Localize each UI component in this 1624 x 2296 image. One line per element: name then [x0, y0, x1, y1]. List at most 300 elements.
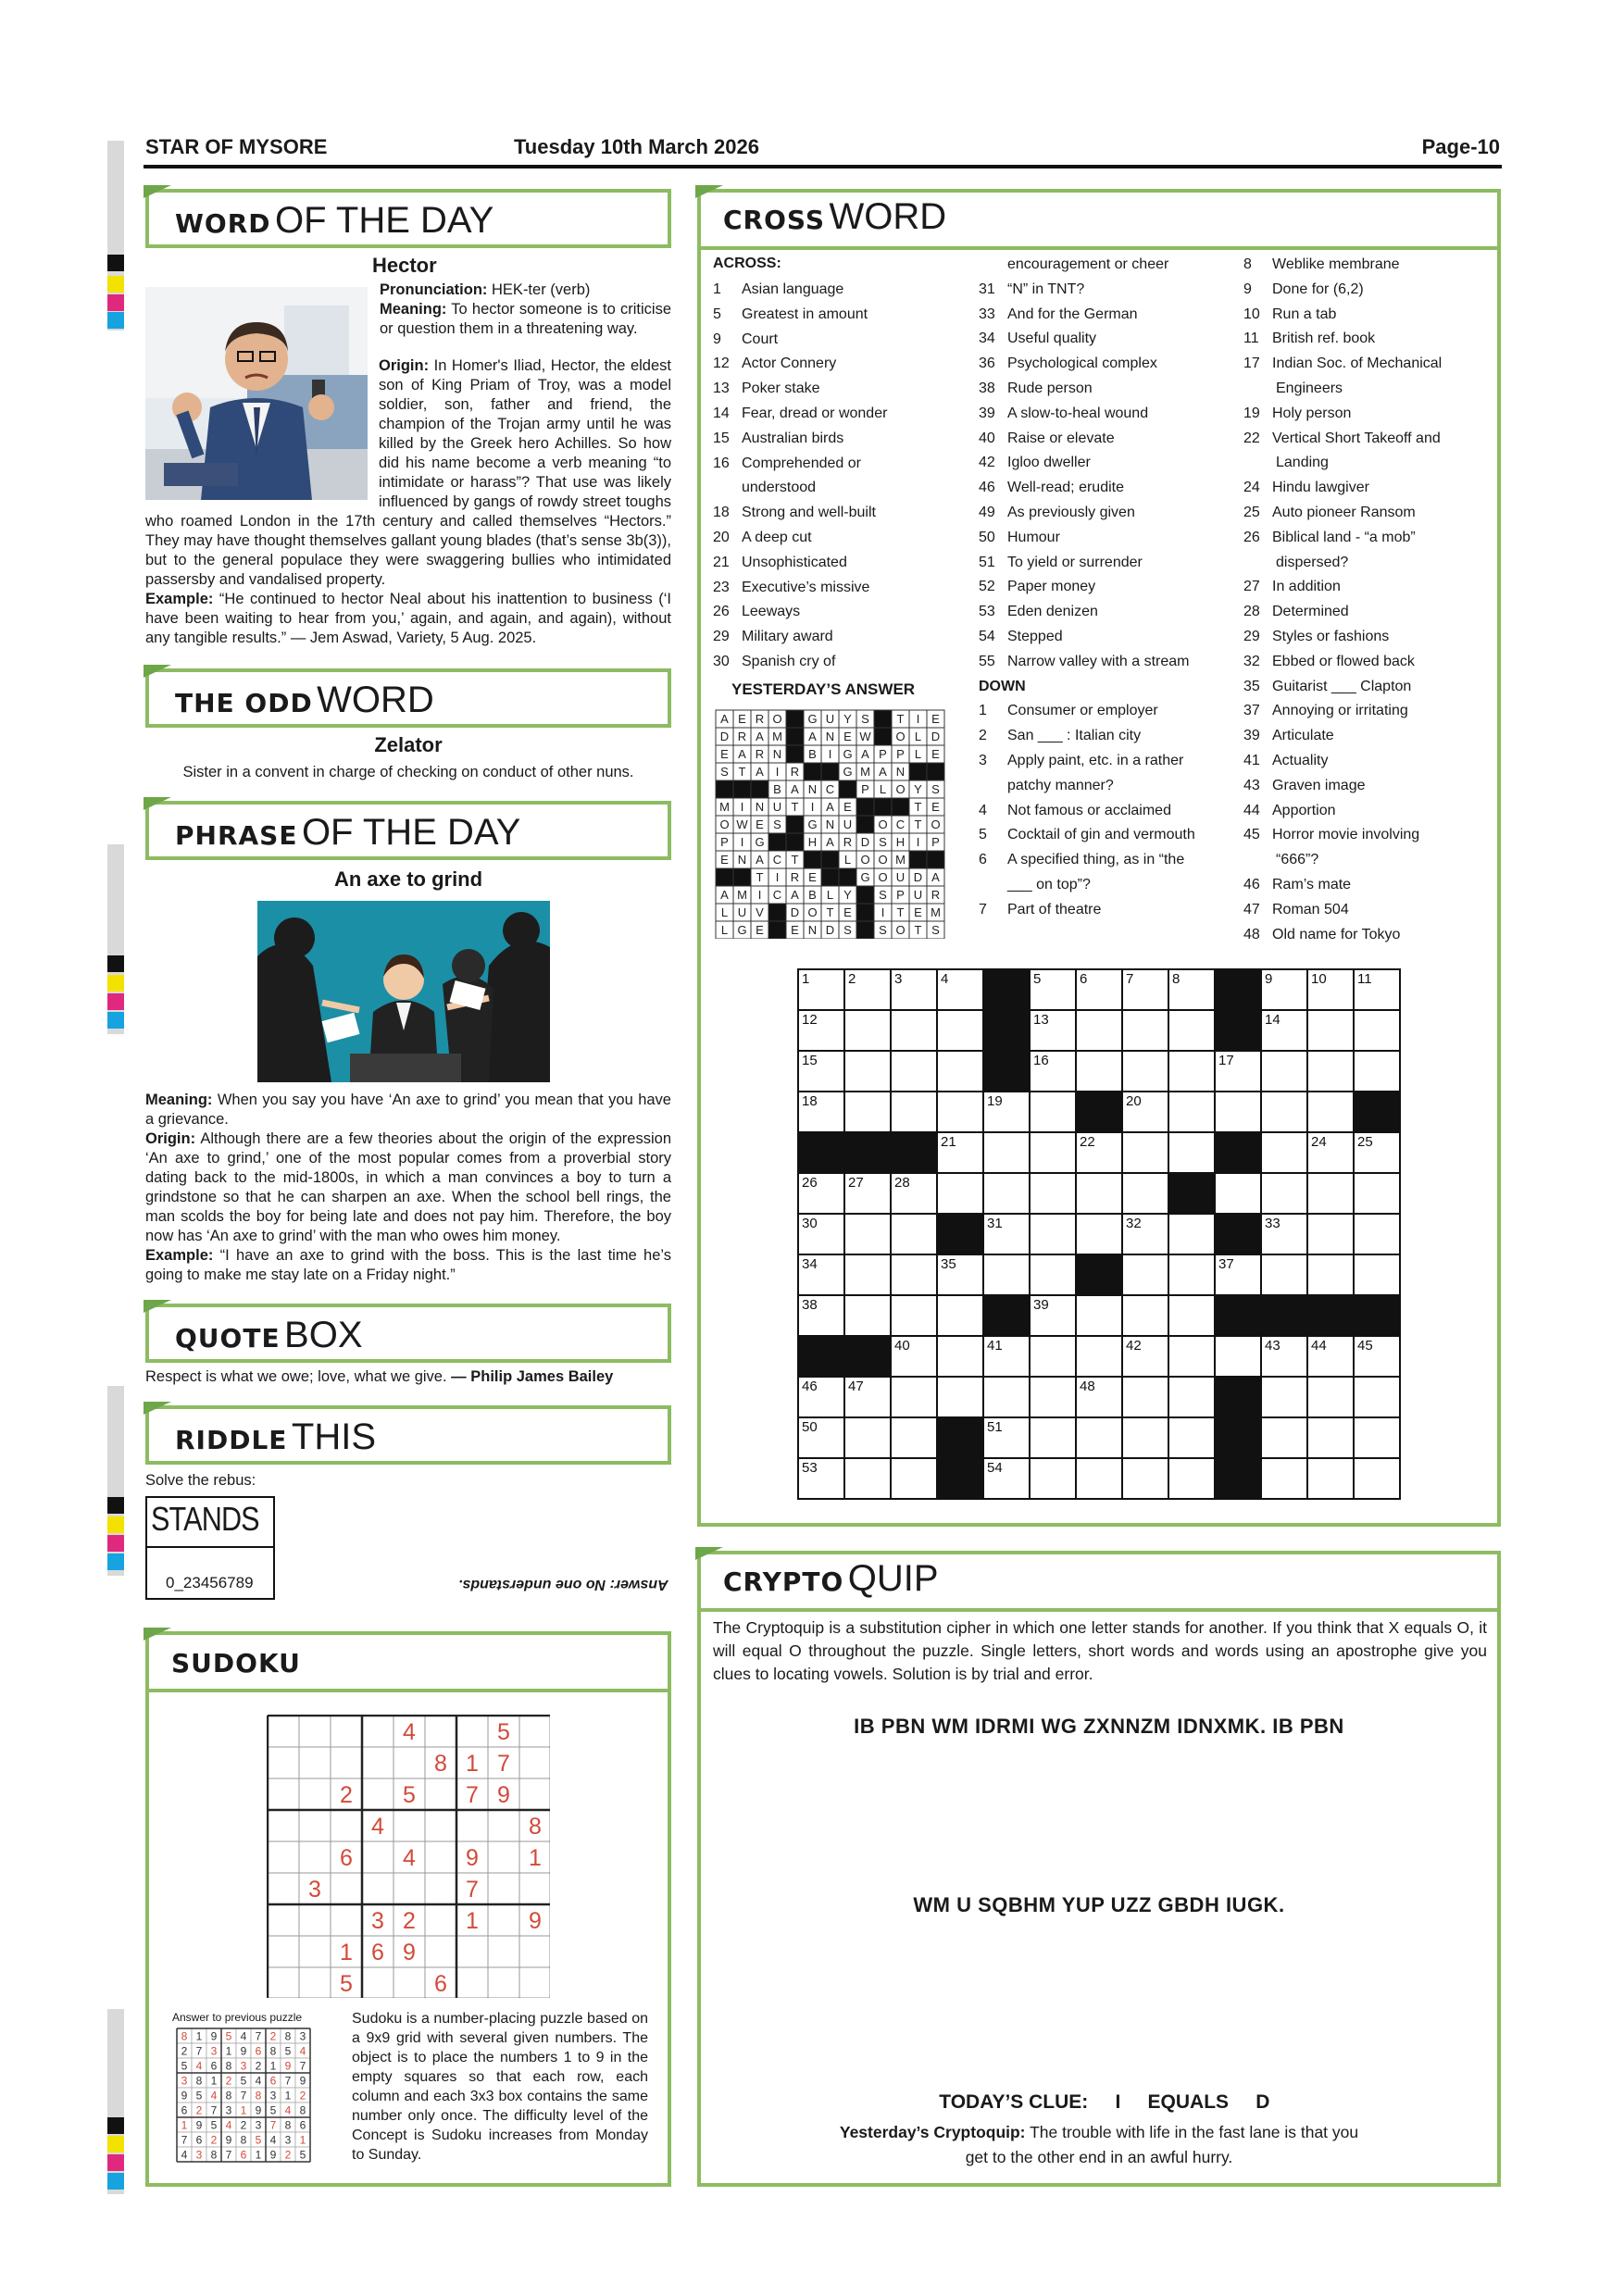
crossword-cell[interactable]	[891, 1051, 937, 1092]
crossword-cell-number: 32	[1126, 1216, 1142, 1231]
clue-text: Consumer or employer	[1007, 703, 1158, 719]
crossword-cell[interactable]	[1215, 1336, 1261, 1377]
answer-letter: Y	[914, 782, 922, 796]
clue-text: San ___ : Italian city	[1007, 728, 1142, 744]
crossword-cell[interactable]	[937, 1092, 983, 1132]
crossword-cell[interactable]	[844, 1092, 891, 1132]
crossword-cell-number: 26	[802, 1175, 818, 1191]
sudoku-cell[interactable]	[299, 1716, 331, 1747]
across-clue	[979, 575, 1195, 600]
answer-black-cell	[839, 780, 856, 798]
clue-number: 39	[979, 405, 995, 421]
across-clue	[713, 650, 887, 675]
phrase-origin: Although there are a few theories about the origin of the expression ‘An axe to grind,’ one of the most popular comes from a proverbial story dating back to the mid-1800s, in which a man convinces a boy to turn a grindstone so that he can sharpen an axe. When the school bell rings, the man scolds the boy for being late and does not pay him. Therefore, the boy now has ‘An axe to grind’ with the man who owes him money.	[145, 1130, 671, 1244]
sudoku-cell[interactable]	[456, 1810, 488, 1841]
across-clue	[713, 402, 887, 427]
sudoku-cell[interactable]	[425, 1810, 456, 1841]
sudoku-cell[interactable]	[519, 1716, 550, 1747]
sudoku-cell[interactable]	[331, 1747, 362, 1778]
sudoku-cell[interactable]	[488, 1904, 519, 1936]
answer-black-cell	[821, 868, 839, 886]
crossword-cell[interactable]	[1307, 1458, 1354, 1499]
crossword-cell[interactable]	[1354, 1010, 1400, 1051]
prev-sudoku-digit: 5	[269, 2103, 277, 2117]
crossword-cell[interactable]	[891, 1295, 937, 1336]
crossword-cell[interactable]	[1030, 1377, 1076, 1417]
answer-black-cell	[768, 904, 786, 921]
prev-sudoku-digit: 4	[299, 2044, 306, 2058]
answer-letter: M	[719, 800, 730, 814]
crossword-cell[interactable]	[1168, 1214, 1215, 1254]
crossword-cell[interactable]	[1168, 1377, 1215, 1417]
sudoku-cell[interactable]	[362, 1967, 394, 1998]
answer-letter: T	[914, 923, 922, 937]
prev-sudoku-digit: 8	[240, 2133, 247, 2147]
answer-letter: D	[913, 870, 923, 884]
clue-number: 49	[979, 504, 995, 520]
answer-letter: U	[895, 870, 906, 884]
sudoku-cell[interactable]	[488, 1810, 519, 1841]
sudoku-given-digit: 6	[340, 1845, 353, 1871]
clue-text: Done for (6,2)	[1272, 281, 1364, 297]
crossword-cell[interactable]	[1354, 1214, 1400, 1254]
answer-letter: L	[720, 905, 729, 919]
answer-letter: T	[791, 853, 799, 867]
sudoku-cell[interactable]	[299, 1967, 331, 1998]
sudoku-cell[interactable]	[519, 1778, 550, 1810]
sudoku-cell[interactable]	[268, 1841, 299, 1873]
clue-number: 1	[979, 703, 987, 719]
answer-letter: R	[790, 870, 800, 884]
sudoku-cell[interactable]	[394, 1873, 425, 1904]
crossword-cell[interactable]	[891, 1010, 937, 1051]
sudoku-cell[interactable]	[268, 1967, 299, 1998]
answer-letter: E	[843, 800, 852, 814]
crossword-cell[interactable]	[891, 1254, 937, 1295]
answer-letter: L	[879, 782, 887, 796]
crossword-black-cell	[937, 1417, 983, 1458]
answer-letter: T	[896, 905, 905, 919]
answer-letter: P	[931, 835, 940, 849]
crossword-cell[interactable]	[1354, 1254, 1400, 1295]
answer-letter: G	[807, 712, 818, 726]
crossword-cell[interactable]	[937, 1010, 983, 1051]
sudoku-cell[interactable]	[331, 1716, 362, 1747]
prev-sudoku-digit: 5	[299, 2148, 306, 2162]
crossword-cell-number: 42	[1126, 1338, 1142, 1354]
crossword-cell[interactable]	[1030, 1132, 1076, 1173]
across-clue	[713, 501, 887, 526]
sudoku-cell[interactable]	[488, 1967, 519, 1998]
crossword-cell[interactable]	[844, 1010, 891, 1051]
crossword-cell[interactable]	[1122, 1051, 1168, 1092]
crossword-cell[interactable]	[1307, 1173, 1354, 1214]
crossword-cell[interactable]	[1307, 1254, 1354, 1295]
answer-letter: R	[790, 765, 800, 779]
answer-letter: I	[775, 870, 780, 884]
crossword-cell[interactable]	[1261, 1417, 1307, 1458]
clue-text: Ram’s mate	[1272, 876, 1352, 892]
sudoku-cell[interactable]	[425, 1936, 456, 1967]
prev-sudoku-digit: 3	[181, 2074, 188, 2088]
crossword-cell[interactable]	[1215, 1173, 1261, 1214]
crossword-cell[interactable]	[1168, 1336, 1215, 1377]
sudoku-cell[interactable]	[268, 1873, 299, 1904]
crossword-cell[interactable]	[1030, 1214, 1076, 1254]
clue-number: 48	[1243, 926, 1260, 942]
yesterday-cryptoquip-label: Yesterday’s Cryptoquip:	[839, 2123, 1026, 2141]
sudoku-cell[interactable]	[268, 1904, 299, 1936]
crossword-cell[interactable]	[844, 1051, 891, 1092]
answer-letter: A	[720, 888, 729, 902]
crossword-cell[interactable]	[1030, 1458, 1076, 1499]
crossword-cell-number: 7	[1126, 971, 1134, 987]
clue-text: Biblical land - “a mob”	[1272, 529, 1416, 545]
prev-sudoku-digit: 6	[181, 2103, 188, 2117]
sudoku-cell[interactable]	[425, 1841, 456, 1873]
sudoku-cell[interactable]	[331, 1873, 362, 1904]
crossword-cell[interactable]	[1076, 1417, 1122, 1458]
crossword-cell[interactable]	[1354, 1051, 1400, 1092]
crossword-cell[interactable]	[1307, 1051, 1354, 1092]
crossword-cell[interactable]	[1168, 1295, 1215, 1336]
crossword-cell[interactable]	[891, 1214, 937, 1254]
crossword-black-cell	[1307, 1295, 1354, 1336]
rebus-box	[145, 1496, 275, 1600]
sudoku-cell[interactable]	[425, 1716, 456, 1747]
clue-number: 12	[713, 356, 730, 372]
crossword-cell[interactable]	[1215, 1092, 1261, 1132]
clue-number: 7	[979, 901, 987, 917]
crossword-cell[interactable]	[1168, 1254, 1215, 1295]
sudoku-given-digit: 5	[340, 1971, 353, 1997]
clue-number: 33	[979, 306, 995, 322]
crossword-cell[interactable]	[1261, 1051, 1307, 1092]
clue-text: British ref. book	[1272, 331, 1376, 347]
sudoku-given-digit: 2	[403, 1908, 416, 1934]
answer-letter: P	[896, 747, 905, 761]
crossword-cell[interactable]	[937, 1051, 983, 1092]
sudoku-cell[interactable]	[268, 1936, 299, 1967]
crossword-cell[interactable]	[1030, 1173, 1076, 1214]
crossword-cell[interactable]	[1261, 1377, 1307, 1417]
answer-letter: B	[773, 782, 781, 796]
sudoku-cell[interactable]	[331, 1904, 362, 1936]
crossword-cell[interactable]	[1122, 1132, 1168, 1173]
answer-black-cell	[786, 728, 804, 745]
quote-text: Respect is what we owe; love, what we give.	[145, 1368, 447, 1385]
sudoku-cell[interactable]	[268, 1778, 299, 1810]
crossword-cell[interactable]	[937, 1336, 983, 1377]
answer-letter: E	[931, 747, 940, 761]
crossword-cell[interactable]	[937, 1377, 983, 1417]
crossword-cell[interactable]	[1168, 1010, 1215, 1051]
sudoku-cell[interactable]	[299, 1841, 331, 1873]
sudoku-cell[interactable]	[299, 1810, 331, 1841]
down-clues-col3	[1243, 253, 1442, 947]
prev-sudoku-digit: 8	[284, 2118, 292, 2132]
crossword-cell[interactable]	[844, 1295, 891, 1336]
answer-letter: B	[808, 888, 817, 902]
crossword-cell[interactable]	[1122, 1010, 1168, 1051]
sudoku-cell[interactable]	[394, 1810, 425, 1841]
sudoku-cell[interactable]	[519, 1747, 550, 1778]
clue-number: 26	[713, 604, 730, 620]
crossword-black-cell	[983, 1010, 1030, 1051]
sudoku-cell[interactable]	[456, 1936, 488, 1967]
crossword-cell[interactable]	[1261, 1092, 1307, 1132]
prev-sudoku-digit: 8	[225, 2059, 232, 2073]
crossword-cell[interactable]	[844, 1417, 891, 1458]
answer-letter: A	[879, 765, 887, 779]
crossword-cell[interactable]	[1354, 1417, 1400, 1458]
crossword-cell[interactable]	[1261, 1132, 1307, 1173]
crossword-cell[interactable]	[1307, 1377, 1354, 1417]
clue-number: 10	[1243, 306, 1260, 322]
clue-number: 28	[1243, 604, 1260, 620]
crossword-cell[interactable]	[1307, 1010, 1354, 1051]
crossword-cell-number: 53	[802, 1460, 818, 1476]
down-clue	[1243, 823, 1442, 848]
clue-number: 36	[979, 356, 995, 372]
clue-number: 5	[713, 306, 721, 322]
sudoku-cell[interactable]	[268, 1810, 299, 1841]
across-clue	[979, 427, 1195, 452]
sudoku-cell[interactable]	[268, 1716, 299, 1747]
across-clue	[979, 278, 1195, 303]
down-clue	[979, 799, 1195, 824]
crossword-cell[interactable]	[1261, 1254, 1307, 1295]
prev-sudoku-digit: 7	[299, 2059, 306, 2073]
crossword-cell[interactable]	[891, 1092, 937, 1132]
answer-letter: Y	[843, 712, 852, 726]
answer-letter: U	[772, 800, 782, 814]
crossword-cell[interactable]	[1122, 1417, 1168, 1458]
clue-text: Actor Connery	[742, 356, 837, 372]
sudoku-cell[interactable]	[519, 1873, 550, 1904]
crossword-cell[interactable]	[891, 1458, 937, 1499]
crossword-cell[interactable]	[1030, 1336, 1076, 1377]
prev-sudoku-digit: 1	[225, 2044, 232, 2058]
answer-letter: G	[755, 835, 765, 849]
sudoku-cell[interactable]	[299, 1778, 331, 1810]
answer-black-cell	[821, 851, 839, 868]
sudoku-cell[interactable]	[394, 1747, 425, 1778]
crossword-cell[interactable]	[1122, 1254, 1168, 1295]
clue-number	[1243, 551, 1272, 576]
answer-letter: A	[756, 765, 764, 779]
sudoku-cell[interactable]	[362, 1841, 394, 1873]
clue-text: understood	[742, 480, 817, 496]
answer-letter: T	[826, 905, 834, 919]
crossword-cell[interactable]	[1122, 1377, 1168, 1417]
clue-number: 55	[979, 653, 995, 669]
sudoku-cell[interactable]	[268, 1747, 299, 1778]
answer-letter: O	[719, 817, 730, 831]
crossword-cell[interactable]	[1076, 1295, 1122, 1336]
sudoku-cell[interactable]	[362, 1778, 394, 1810]
crossword-cell[interactable]	[983, 1132, 1030, 1173]
crossword-cell[interactable]	[937, 1173, 983, 1214]
sudoku-cell[interactable]	[362, 1747, 394, 1778]
crossword-cell[interactable]	[1307, 1092, 1354, 1132]
clue-text: Ebbed or flowed back	[1272, 653, 1415, 669]
cryptoquip-title-small: CRYPTO	[723, 1566, 844, 1597]
crossword-cell[interactable]	[1261, 1458, 1307, 1499]
clue-number: 1	[713, 281, 721, 297]
sudoku-cell[interactable]	[299, 1936, 331, 1967]
answer-letter: N	[807, 923, 818, 937]
sudoku-cell[interactable]	[488, 1873, 519, 1904]
clue-number: 29	[713, 629, 730, 645]
origin-label: Origin:	[379, 357, 430, 374]
prev-sudoku-digit: 5	[255, 2133, 262, 2147]
answer-letter: A	[720, 712, 729, 726]
crossword-cell[interactable]	[891, 1417, 937, 1458]
crossword-cell[interactable]	[1030, 1254, 1076, 1295]
prev-sudoku-digit: 6	[269, 2074, 277, 2088]
crossword-cell[interactable]	[1122, 1458, 1168, 1499]
crossword-cell[interactable]	[1168, 1132, 1215, 1173]
answer-black-cell	[716, 868, 733, 886]
clue-text: Igloo dweller	[1007, 455, 1091, 471]
crossword-cell[interactable]	[1030, 1417, 1076, 1458]
sudoku-cell[interactable]	[362, 1716, 394, 1747]
clue-text: Indian Soc. of Mechanical	[1272, 356, 1443, 372]
clue-number	[1243, 451, 1272, 476]
crossword-cell[interactable]	[1030, 1092, 1076, 1132]
clue-number: 34	[979, 331, 995, 347]
previous-sudoku-answer	[176, 2028, 315, 2166]
answer-letter: C	[825, 782, 835, 796]
sudoku-cell[interactable]	[456, 1716, 488, 1747]
clue-text: Greatest in amount	[742, 306, 868, 322]
down-clue	[1243, 327, 1442, 352]
crossword-cell[interactable]	[844, 1214, 891, 1254]
sudoku-cell[interactable]	[519, 1967, 550, 1998]
sudoku-cell[interactable]	[425, 1873, 456, 1904]
crossword-cell[interactable]	[1307, 1417, 1354, 1458]
answer-letter: L	[914, 730, 922, 743]
crossword-cell[interactable]	[1122, 1173, 1168, 1214]
prev-sudoku-digit: 5	[225, 2029, 232, 2043]
answer-letter: O	[860, 853, 870, 867]
crossword-cell[interactable]	[983, 1254, 1030, 1295]
crossword-title-large: WORD	[829, 196, 947, 237]
answer-letter: N	[895, 765, 906, 779]
clue-text: Landing	[1276, 455, 1329, 471]
clue-text: As previously given	[1007, 504, 1135, 520]
crossword-cell-number: 30	[802, 1216, 818, 1231]
sudoku-cell[interactable]	[299, 1747, 331, 1778]
crossword-cell[interactable]	[1168, 1417, 1215, 1458]
crossword-cell[interactable]	[1354, 1173, 1400, 1214]
clue-text: Engineers	[1276, 380, 1343, 396]
across-clue	[713, 452, 887, 477]
sudoku-cell[interactable]	[394, 1967, 425, 1998]
down-clue	[1243, 551, 1442, 576]
crossword-black-cell	[1215, 1010, 1261, 1051]
crossword-cell[interactable]	[1076, 1336, 1122, 1377]
down-clue	[1243, 451, 1442, 476]
crossword-cell-number: 10	[1311, 971, 1327, 987]
crossword-cell[interactable]	[844, 1254, 891, 1295]
answer-letter: G	[843, 765, 853, 779]
crossword-cell[interactable]	[1122, 1295, 1168, 1336]
sudoku-cell[interactable]	[519, 1936, 550, 1967]
prev-sudoku-digit: 3	[195, 2148, 203, 2162]
crossword-cell-number: 1	[802, 971, 810, 987]
crossword-cell[interactable]	[844, 1458, 891, 1499]
clue-number: 3	[979, 752, 987, 768]
crossword-cell[interactable]	[937, 1295, 983, 1336]
crossword-cell[interactable]	[1076, 1173, 1122, 1214]
crossword-cell[interactable]	[891, 1377, 937, 1417]
crossword-cell-number: 27	[848, 1175, 864, 1191]
word-of-day-definition-top	[380, 281, 671, 339]
sudoku-cell[interactable]	[425, 1778, 456, 1810]
sudoku-given-digit: 9	[466, 1845, 479, 1871]
crossword-cell[interactable]	[1076, 1010, 1122, 1051]
down-clue	[1243, 278, 1442, 303]
crossword-cell[interactable]	[1168, 1092, 1215, 1132]
crossword-cell[interactable]	[1076, 1214, 1122, 1254]
crossword-cell[interactable]	[1076, 1051, 1122, 1092]
crossword-cell[interactable]	[983, 1173, 1030, 1214]
across-clues-col1	[713, 278, 887, 675]
down-clue	[1243, 848, 1442, 873]
answer-black-cell	[804, 763, 821, 780]
sudoku-cell[interactable]	[331, 1810, 362, 1841]
crossword-cell[interactable]	[1076, 1458, 1122, 1499]
clue-text: Roman 504	[1272, 901, 1349, 917]
across-clue	[979, 402, 1195, 427]
clue-number: 46	[979, 480, 995, 496]
crossword-cell[interactable]	[983, 1377, 1030, 1417]
crossword-cell-number: 13	[1033, 1012, 1049, 1028]
crossword-black-cell	[983, 1295, 1030, 1336]
answer-black-cell	[856, 921, 874, 939]
sudoku-given-digit: 2	[340, 1782, 353, 1808]
crossword-cell[interactable]	[1168, 1051, 1215, 1092]
clue-text: In addition	[1272, 579, 1341, 595]
sudoku-given-digit: 8	[434, 1751, 447, 1777]
answer-letter: S	[843, 923, 852, 937]
clue-text: Asian language	[742, 281, 844, 297]
crossword-cell[interactable]	[1354, 1458, 1400, 1499]
crossword-cell[interactable]	[1168, 1458, 1215, 1499]
prev-sudoku-digit: 8	[210, 2148, 218, 2162]
sudoku-cell[interactable]	[425, 1904, 456, 1936]
crossword-cell[interactable]	[1354, 1377, 1400, 1417]
clue-text: Narrow valley with a stream	[1007, 653, 1190, 669]
crossword-cell[interactable]	[1261, 1173, 1307, 1214]
word-of-day-title-large: OF THE DAY	[274, 200, 494, 241]
down-clue	[1243, 749, 1442, 774]
answer-letter: A	[738, 747, 746, 761]
sudoku-cell[interactable]	[362, 1873, 394, 1904]
sudoku-cell[interactable]	[488, 1841, 519, 1873]
sudoku-cell[interactable]	[299, 1904, 331, 1936]
quote-line	[145, 1368, 613, 1386]
sudoku-cell[interactable]	[488, 1936, 519, 1967]
quote-title-small: QUOTE	[175, 1323, 281, 1354]
answer-letter: N	[772, 747, 782, 761]
clue-number: 35	[1243, 678, 1260, 694]
clue-text: Poker stake	[742, 381, 820, 397]
sudoku-cell[interactable]	[456, 1967, 488, 1998]
crossword-cell[interactable]	[1307, 1214, 1354, 1254]
